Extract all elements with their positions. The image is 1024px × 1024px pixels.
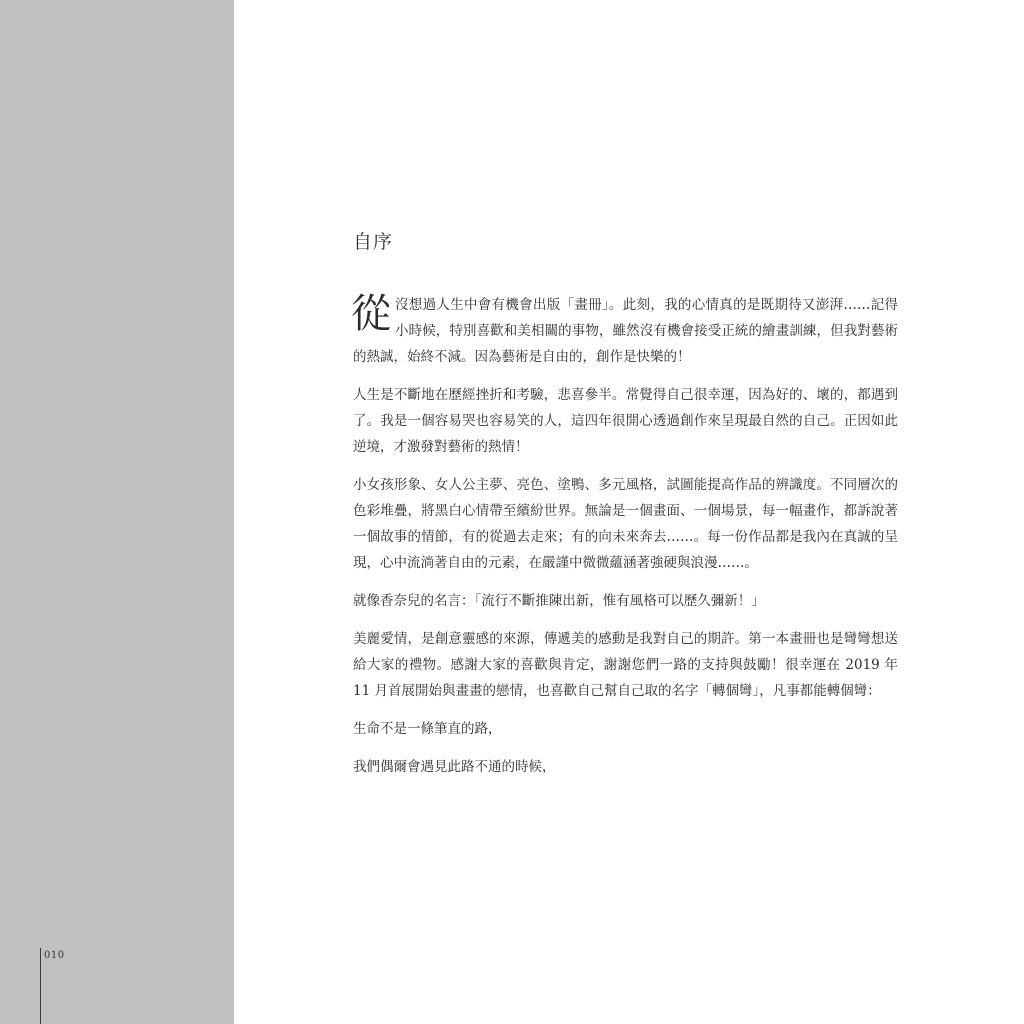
paragraph-7: 我們偶爾會遇見此路不通的時候， [353,759,556,775]
drop-cap: 從 [351,291,391,337]
paragraph-4: 就像香奈兒的名言：「流行不斷推陳出新，惟有風格可以歷久彌新！」 [353,593,765,609]
page-number: 010 [44,950,65,961]
preface-body [353,292,898,780]
page-title: 自序 [353,231,394,253]
paragraph-3: 小女孩形象、女人公主夢、亮色、塗鴨、多元風格，試圖能提高作品的辨識度。不同層次的色彩堆疊，將黑白心情帶至繽紛世界。無論是一個畫面、一個場景，每一幅畫作，都訴說著一個故事的情節，有的從過去走來；有的向未來奔去……。每一份作品都是我內在真誠的呈現，心中流淌著自由的元素，在嚴謹中微微蘊涵著強硬與浪漫……。 [353,477,898,571]
preface-content [353,228,898,792]
paragraph-1-text: 沒想過人生中會有機會出版「畫冊」。此刻，我的心情真的是既期待又澎湃……記得小時候，特別喜歡和美相關的事物，雖然沒有機會接受正統的繪畫訓練，但我對藝術的熱誠，始終不減。因為藝術是自由的，創作是快樂的！ [353,297,898,365]
folio-rule [40,948,41,1024]
paragraph-6: 生命不是一條筆直的路， [353,721,502,737]
paragraph-1 [353,292,898,370]
side-color-band [0,0,234,1024]
paragraph-5: 美麗愛情，是創意靈感的來源，傳遞美的感動是我對自己的期許。第一本畫冊也是彎彎想送給大家的禮物。感謝大家的喜歡與肯定，謝謝您們一路的支持與鼓勵！很幸運在 2019 年 11 月首展開始與畫畫的戀情，也喜歡自己幫自己取的名字「轉個彎」，凡事都能轉個彎： [353,631,898,699]
paragraph-2: 人生是不斷地在歷經挫折和考驗，悲喜參半。常覺得自己很幸運，因為好的、壞的，都遇到了。我是一個容易哭也容易笑的人，這四年很開心透過創作來呈現最自然的自己。正因如此逆境，才激發對藝術的熱情！ [353,387,898,455]
